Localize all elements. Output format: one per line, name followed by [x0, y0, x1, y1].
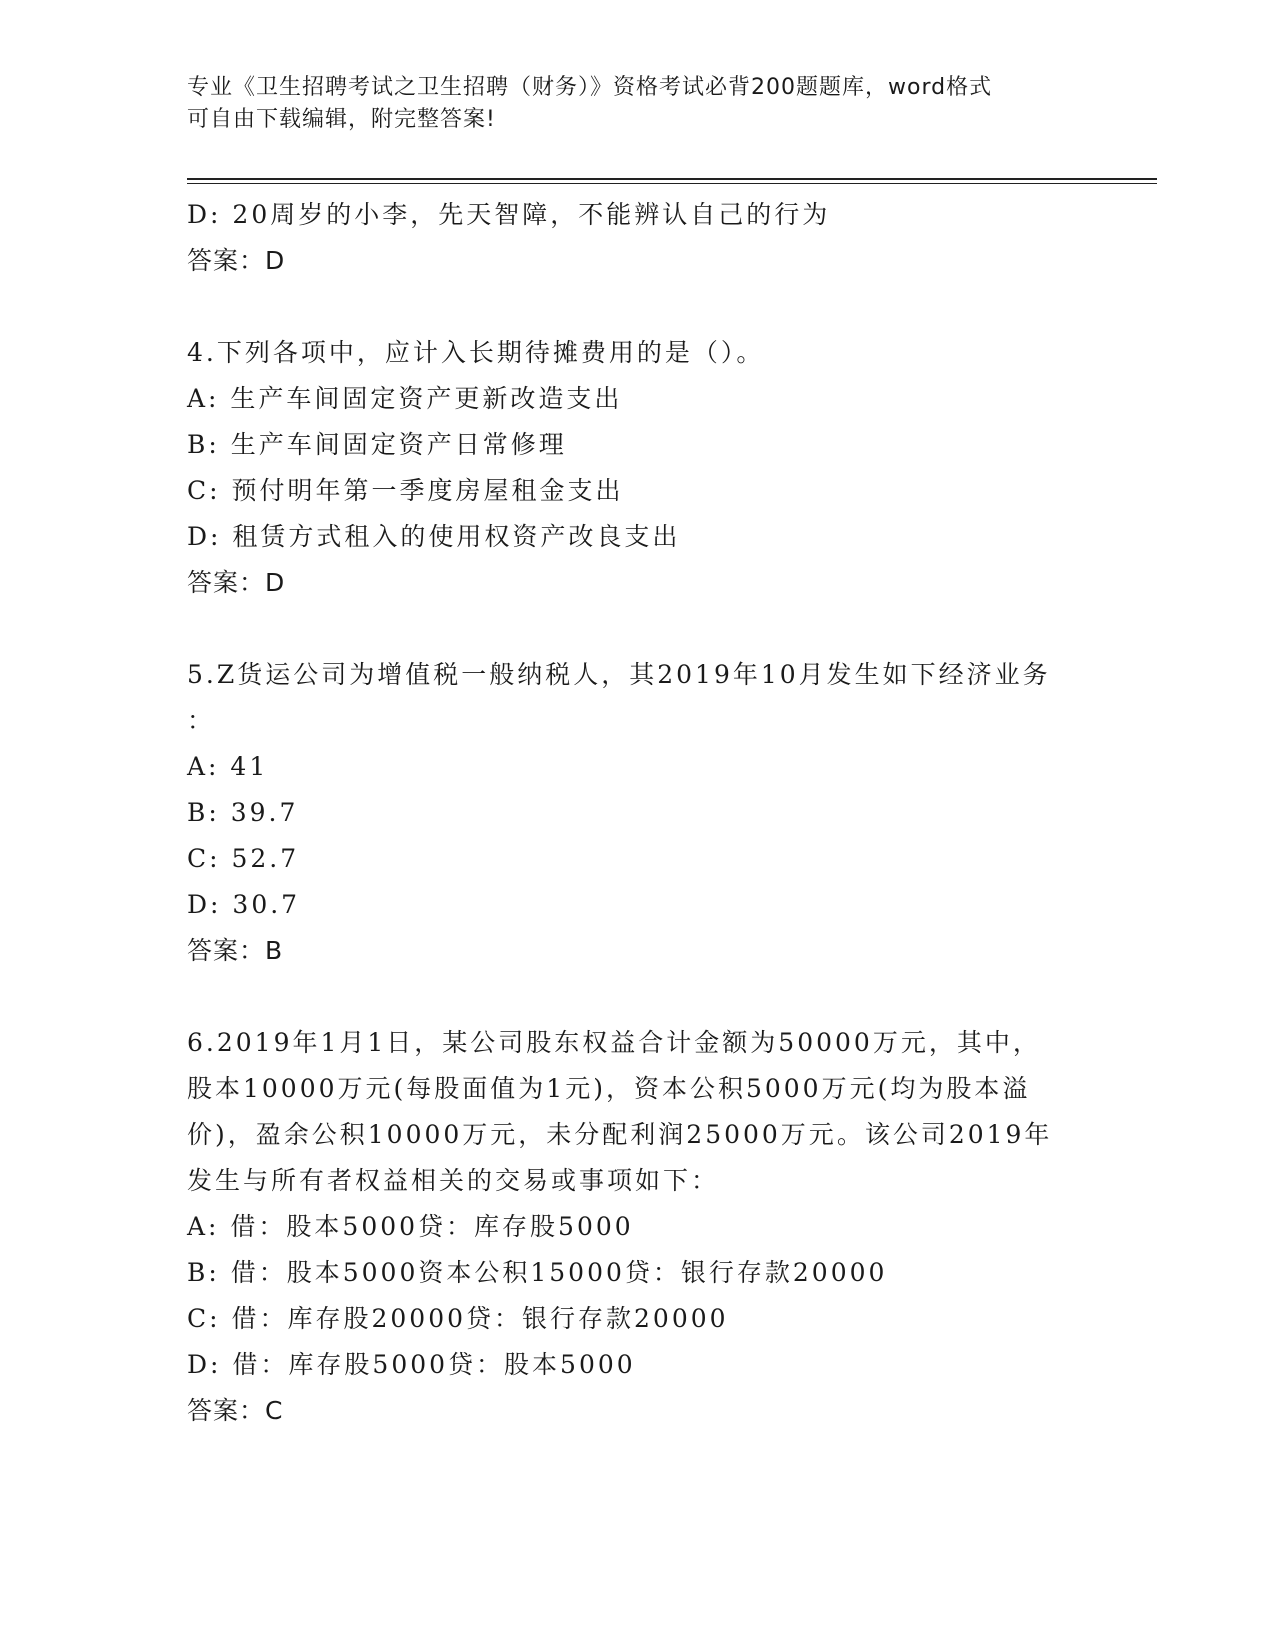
question-5-option-b: B: 39.7 [187, 798, 299, 827]
question-5-answer: 答案：B [187, 936, 284, 965]
question-4-option-c: C: 预付明年第一季度房屋租金支出 [187, 476, 624, 505]
question-4-option-a: A: 生产车间固定资产更新改造支出 [187, 384, 623, 413]
question-6-stem-line-4: 发生与所有者权益相关的交易或事项如下： [187, 1166, 720, 1195]
question-6-stem-line-2: 股本10000万元(每股面值为1元)，资本公积5000万元(均为股本溢 [187, 1074, 1031, 1103]
question-6-answer: 答案：C [187, 1396, 284, 1425]
question-4-option-d: D: 租赁方式租入的使用权资产改良支出 [187, 522, 681, 551]
question-6-stem-line-1: 6.2019年1月1日，某公司股东权益合计金额为50000万元，其中， [187, 1028, 1041, 1057]
question-3-option-d: D: 20周岁的小李，先天智障，不能辨认自己的行为 [187, 200, 831, 229]
question-5-option-c: C: 52.7 [187, 844, 300, 873]
question-5 [187, 652, 1087, 974]
question-6 [187, 1020, 1087, 1434]
header-title-line-1: 专业《卫生招聘考试之卫生招聘（财务）》资格考试必背200题题库，word格式 [187, 75, 993, 100]
question-4-option-b: B: 生产车间固定资产日常修理 [187, 430, 567, 459]
question-4 [187, 330, 1087, 606]
question-4-stem: 4.下列各项中，应计入长期待摊费用的是（）。 [187, 338, 765, 367]
question-5-stem-line-2: ： [187, 706, 216, 735]
header-divider-thin [187, 183, 1157, 184]
question-4-answer: 答案：D [187, 568, 286, 597]
header-title-line-2: 可自由下载编辑，附完整答案! [187, 107, 496, 132]
document-header [187, 72, 1067, 136]
question-3-answer: 答案：D [187, 246, 286, 275]
question-6-option-b: B: 借：股本5000资本公积15000贷：银行存款20000 [187, 1258, 888, 1287]
question-6-option-c: C: 借：库存股20000贷：银行存款20000 [187, 1304, 729, 1333]
question-list [187, 192, 1087, 1434]
question-3-tail [187, 192, 1087, 284]
spacer [187, 284, 1087, 330]
question-5-option-a: A: 41 [187, 752, 269, 781]
question-6-option-d: D: 借：库存股5000贷：股本5000 [187, 1350, 636, 1379]
question-6-option-a: A: 借：股本5000贷：库存股5000 [187, 1212, 634, 1241]
question-5-stem-line-1: 5.Z货运公司为增值税一般纳税人，其2019年10月发生如下经济业务 [187, 660, 1051, 689]
header-divider-thick [187, 178, 1157, 180]
spacer [187, 974, 1087, 1020]
question-6-stem-line-3: 价)，盈余公积10000万元，未分配利润25000万元。该公司2019年 [187, 1120, 1053, 1149]
question-5-option-d: D: 30.7 [187, 890, 301, 919]
spacer [187, 606, 1087, 652]
